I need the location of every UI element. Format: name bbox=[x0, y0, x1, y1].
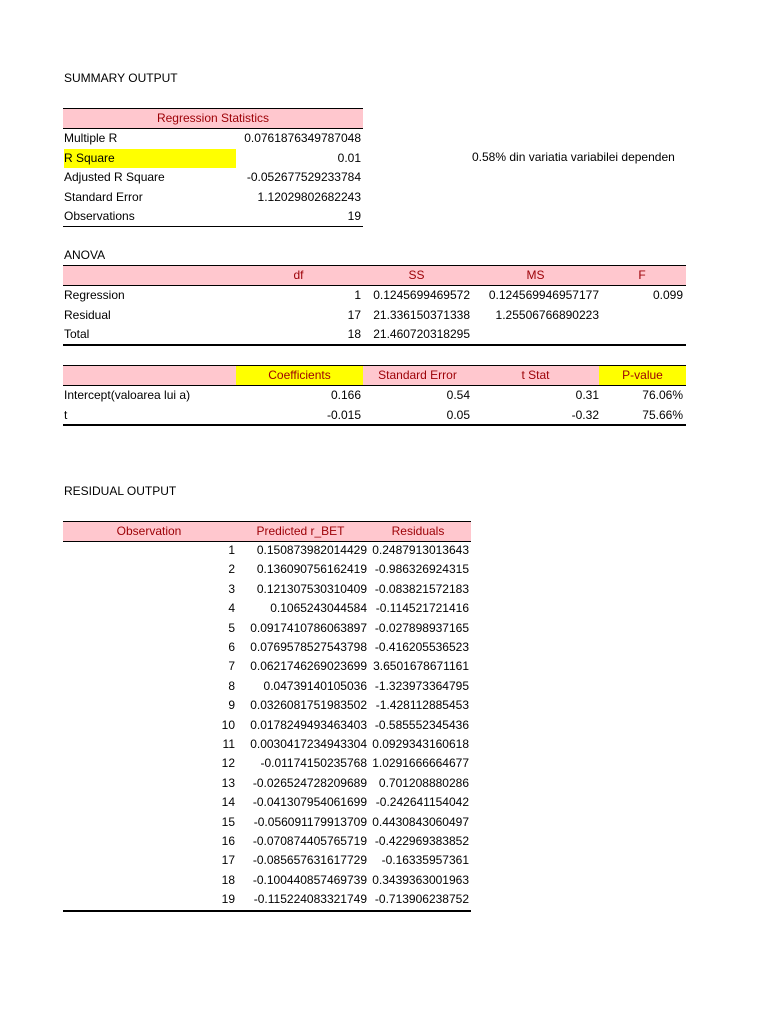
residual-cell: 0.2487913013643 bbox=[372, 543, 469, 557]
coef-bottom-rule bbox=[63, 424, 686, 426]
coef-cell: 75.66% bbox=[642, 407, 683, 422]
residual-cell: 0.0178249493463403 bbox=[250, 717, 367, 732]
residual-row bbox=[63, 638, 471, 657]
residual-cell: 3.6501678671161 bbox=[373, 659, 469, 674]
residual-row bbox=[63, 832, 471, 851]
regstats-value: -0.052677529233784 bbox=[246, 170, 361, 184]
residual-cell: 0.0769578527543798 bbox=[250, 640, 367, 654]
residual-cell: -0.422969383852 bbox=[374, 834, 469, 848]
residual-row bbox=[63, 735, 471, 754]
anova-cell: 0.124569946957177 bbox=[488, 288, 599, 302]
residual-cell: 0.121307530310409 bbox=[256, 581, 367, 596]
residual-row bbox=[63, 813, 471, 832]
regstats-value: 1.12029802682243 bbox=[257, 189, 361, 204]
regstats-bottom-rule bbox=[63, 226, 363, 227]
residual-cell: -0.041307954061699 bbox=[252, 795, 367, 810]
coef-row bbox=[63, 406, 686, 425]
residual-output-title: RESIDUAL OUTPUT bbox=[64, 484, 177, 498]
residual-cell: -0.070874405765719 bbox=[252, 834, 367, 848]
residual-cell: 7 bbox=[228, 659, 235, 674]
coef-row bbox=[63, 386, 686, 405]
residual-cell: -0.16335957361 bbox=[381, 853, 469, 868]
anova-cell: 18 bbox=[347, 327, 361, 341]
coef-cell: 0.31 bbox=[575, 388, 599, 402]
residual-cell: 19 bbox=[221, 892, 235, 907]
coef-col-header bbox=[63, 366, 236, 385]
anova-row bbox=[63, 325, 686, 344]
anova-cell: 1.25506766890223 bbox=[495, 307, 599, 322]
regstats-label: Multiple R bbox=[64, 131, 118, 145]
coef-cell: t bbox=[64, 407, 68, 422]
anova-cell: 21.460720318295 bbox=[373, 327, 470, 341]
coef-col-header: t Stat bbox=[472, 366, 599, 385]
residual-cell: -0.114521721416 bbox=[375, 601, 469, 616]
anova-cell: Total bbox=[64, 327, 90, 341]
residual-cell: -0.026524728209689 bbox=[252, 775, 367, 790]
anova-cell: 17 bbox=[347, 307, 361, 322]
residual-cell: 12 bbox=[221, 756, 235, 771]
residual-row bbox=[63, 871, 471, 890]
regstats-label: R Square bbox=[64, 149, 236, 168]
residual-cell: 0.3439363001963 bbox=[372, 872, 469, 887]
residual-cell: 2 bbox=[228, 562, 235, 577]
anova-col-header: MS bbox=[526, 268, 545, 282]
coef-cell: 0.05 bbox=[446, 407, 470, 422]
residual-cell: 5 bbox=[228, 620, 235, 635]
residual-row bbox=[63, 890, 471, 909]
coef-cell: -0.32 bbox=[571, 407, 599, 422]
anova-cell: Residual bbox=[64, 307, 111, 322]
coef-cell: 76.06% bbox=[642, 388, 683, 402]
regstats-row bbox=[63, 129, 363, 148]
residual-cell: 8 bbox=[228, 678, 235, 693]
regstats-value: 0.0761876349787048 bbox=[244, 131, 361, 145]
coef-header-row bbox=[63, 366, 686, 385]
residual-cell: 6 bbox=[228, 640, 235, 654]
residual-col-header: Predicted r_BET bbox=[256, 524, 345, 538]
summary-output-title: SUMMARY OUTPUT bbox=[64, 71, 178, 85]
residual-cell: -0.115224083321749 bbox=[253, 892, 367, 907]
anova-cell: 0.099 bbox=[652, 288, 683, 302]
regstats-label: Observations bbox=[64, 209, 135, 223]
anova-col-header: F bbox=[638, 268, 646, 282]
regstats-label: Standard Error bbox=[64, 189, 143, 204]
residual-bottom-rule bbox=[63, 910, 471, 912]
residual-cell: -0.027898937165 bbox=[374, 620, 469, 635]
residual-cell: -0.713906238752 bbox=[374, 892, 469, 907]
residual-cell: 4 bbox=[228, 601, 235, 616]
residual-cell: -0.083821572183 bbox=[374, 581, 469, 596]
residual-row bbox=[63, 599, 471, 618]
residual-header-row bbox=[63, 522, 471, 541]
residual-row bbox=[63, 754, 471, 773]
residual-cell: -0.986326924315 bbox=[374, 562, 469, 577]
residual-row bbox=[63, 657, 471, 676]
residual-cell: 1 bbox=[228, 543, 235, 557]
residual-cell: 0.04739140105036 bbox=[263, 678, 367, 693]
residual-cell: -0.242641154042 bbox=[375, 795, 469, 810]
residual-cell: 0.0917410786063897 bbox=[250, 620, 367, 635]
anova-cell: 1 bbox=[354, 288, 361, 302]
residual-row bbox=[63, 696, 471, 715]
residual-cell: 3 bbox=[228, 581, 235, 596]
coef-cell: 0.54 bbox=[446, 388, 470, 402]
anova-cell: Regression bbox=[64, 288, 125, 302]
residual-cell: 0.0326081751983502 bbox=[250, 698, 367, 713]
residual-cell: -0.585552345436 bbox=[374, 717, 469, 732]
regstats-row bbox=[63, 207, 363, 226]
coef-col-header: P-value bbox=[599, 366, 686, 385]
residual-cell: 0.1065243044584 bbox=[270, 601, 367, 616]
residual-cell: 13 bbox=[221, 775, 235, 790]
coef-col-header: Coefficients bbox=[236, 366, 363, 385]
regstats-label: Adjusted R Square bbox=[64, 170, 165, 184]
r-square-note: 0.58% din variatia variabilei dependen bbox=[472, 150, 675, 164]
anova-cell: 0.1245699469572 bbox=[373, 288, 470, 302]
anova-col-header bbox=[64, 266, 236, 285]
residual-cell: 0.0030417234943304 bbox=[250, 737, 367, 751]
residual-cell: -0.085657631617729 bbox=[252, 853, 367, 868]
residual-cell: 9 bbox=[228, 698, 235, 713]
residual-row bbox=[63, 560, 471, 579]
residual-cell: 0.4430843060497 bbox=[372, 814, 469, 829]
residual-cell: 15 bbox=[221, 814, 235, 829]
residual-row bbox=[63, 774, 471, 793]
residual-cell: -1.428112885453 bbox=[375, 698, 469, 713]
coef-cell: Intercept(valoarea lui a) bbox=[64, 388, 191, 402]
residual-row bbox=[63, 716, 471, 735]
residual-cell: 17 bbox=[221, 853, 235, 868]
regstats-row bbox=[63, 168, 363, 187]
residual-cell: -0.056091179913709 bbox=[253, 814, 367, 829]
coef-cell: -0.015 bbox=[326, 407, 361, 422]
anova-row bbox=[63, 306, 686, 325]
anova-cell bbox=[601, 306, 683, 325]
regstats-row bbox=[63, 188, 363, 207]
regstats-value: 0.01 bbox=[337, 150, 361, 165]
residual-cell: 1.0291666664677 bbox=[372, 756, 469, 771]
residual-cell: -0.416205536523 bbox=[374, 640, 469, 654]
residual-cell: -0.01174150235768 bbox=[260, 756, 367, 771]
residual-cell: 16 bbox=[221, 834, 235, 848]
residual-row bbox=[63, 580, 471, 599]
anova-row bbox=[63, 286, 686, 305]
residual-cell: 0.701208880286 bbox=[378, 775, 469, 790]
residual-row bbox=[63, 619, 471, 638]
residual-cell: -1.323973364795 bbox=[374, 678, 469, 693]
anova-bottom-rule bbox=[63, 344, 686, 346]
regstats-value: 19 bbox=[347, 209, 361, 223]
residual-cell: 11 bbox=[222, 737, 235, 751]
residual-cell: 0.0621746269023699 bbox=[250, 659, 367, 674]
residual-row bbox=[63, 541, 471, 560]
coef-cell: 0.166 bbox=[330, 388, 361, 402]
residual-cell: -0.100440857469739 bbox=[252, 872, 367, 887]
regstats-row bbox=[63, 149, 363, 168]
regstats-header: Regression Statistics bbox=[63, 109, 363, 128]
anova-cell bbox=[472, 325, 599, 344]
anova-col-header: df bbox=[293, 268, 304, 282]
residual-row bbox=[63, 677, 471, 696]
residual-cell: 14 bbox=[221, 795, 235, 810]
anova-cell bbox=[601, 325, 683, 344]
residual-cell: 18 bbox=[221, 872, 235, 887]
anova-title: ANOVA bbox=[64, 248, 106, 262]
residual-cell: 0.150873982014429 bbox=[256, 543, 367, 557]
residual-row bbox=[63, 851, 471, 870]
residual-col-header: Observation bbox=[116, 524, 182, 538]
anova-col-header: SS bbox=[408, 268, 425, 282]
residual-cell: 10 bbox=[221, 717, 235, 732]
residual-row bbox=[63, 793, 471, 812]
anova-header-row bbox=[63, 266, 686, 285]
residual-cell: 0.0929343160618 bbox=[372, 737, 469, 751]
coef-col-header: Standard Error bbox=[363, 366, 472, 385]
anova-cell: 21.336150371338 bbox=[373, 307, 470, 322]
residual-cell: 0.136090756162419 bbox=[256, 562, 367, 577]
residual-col-header: Residuals bbox=[391, 524, 445, 538]
